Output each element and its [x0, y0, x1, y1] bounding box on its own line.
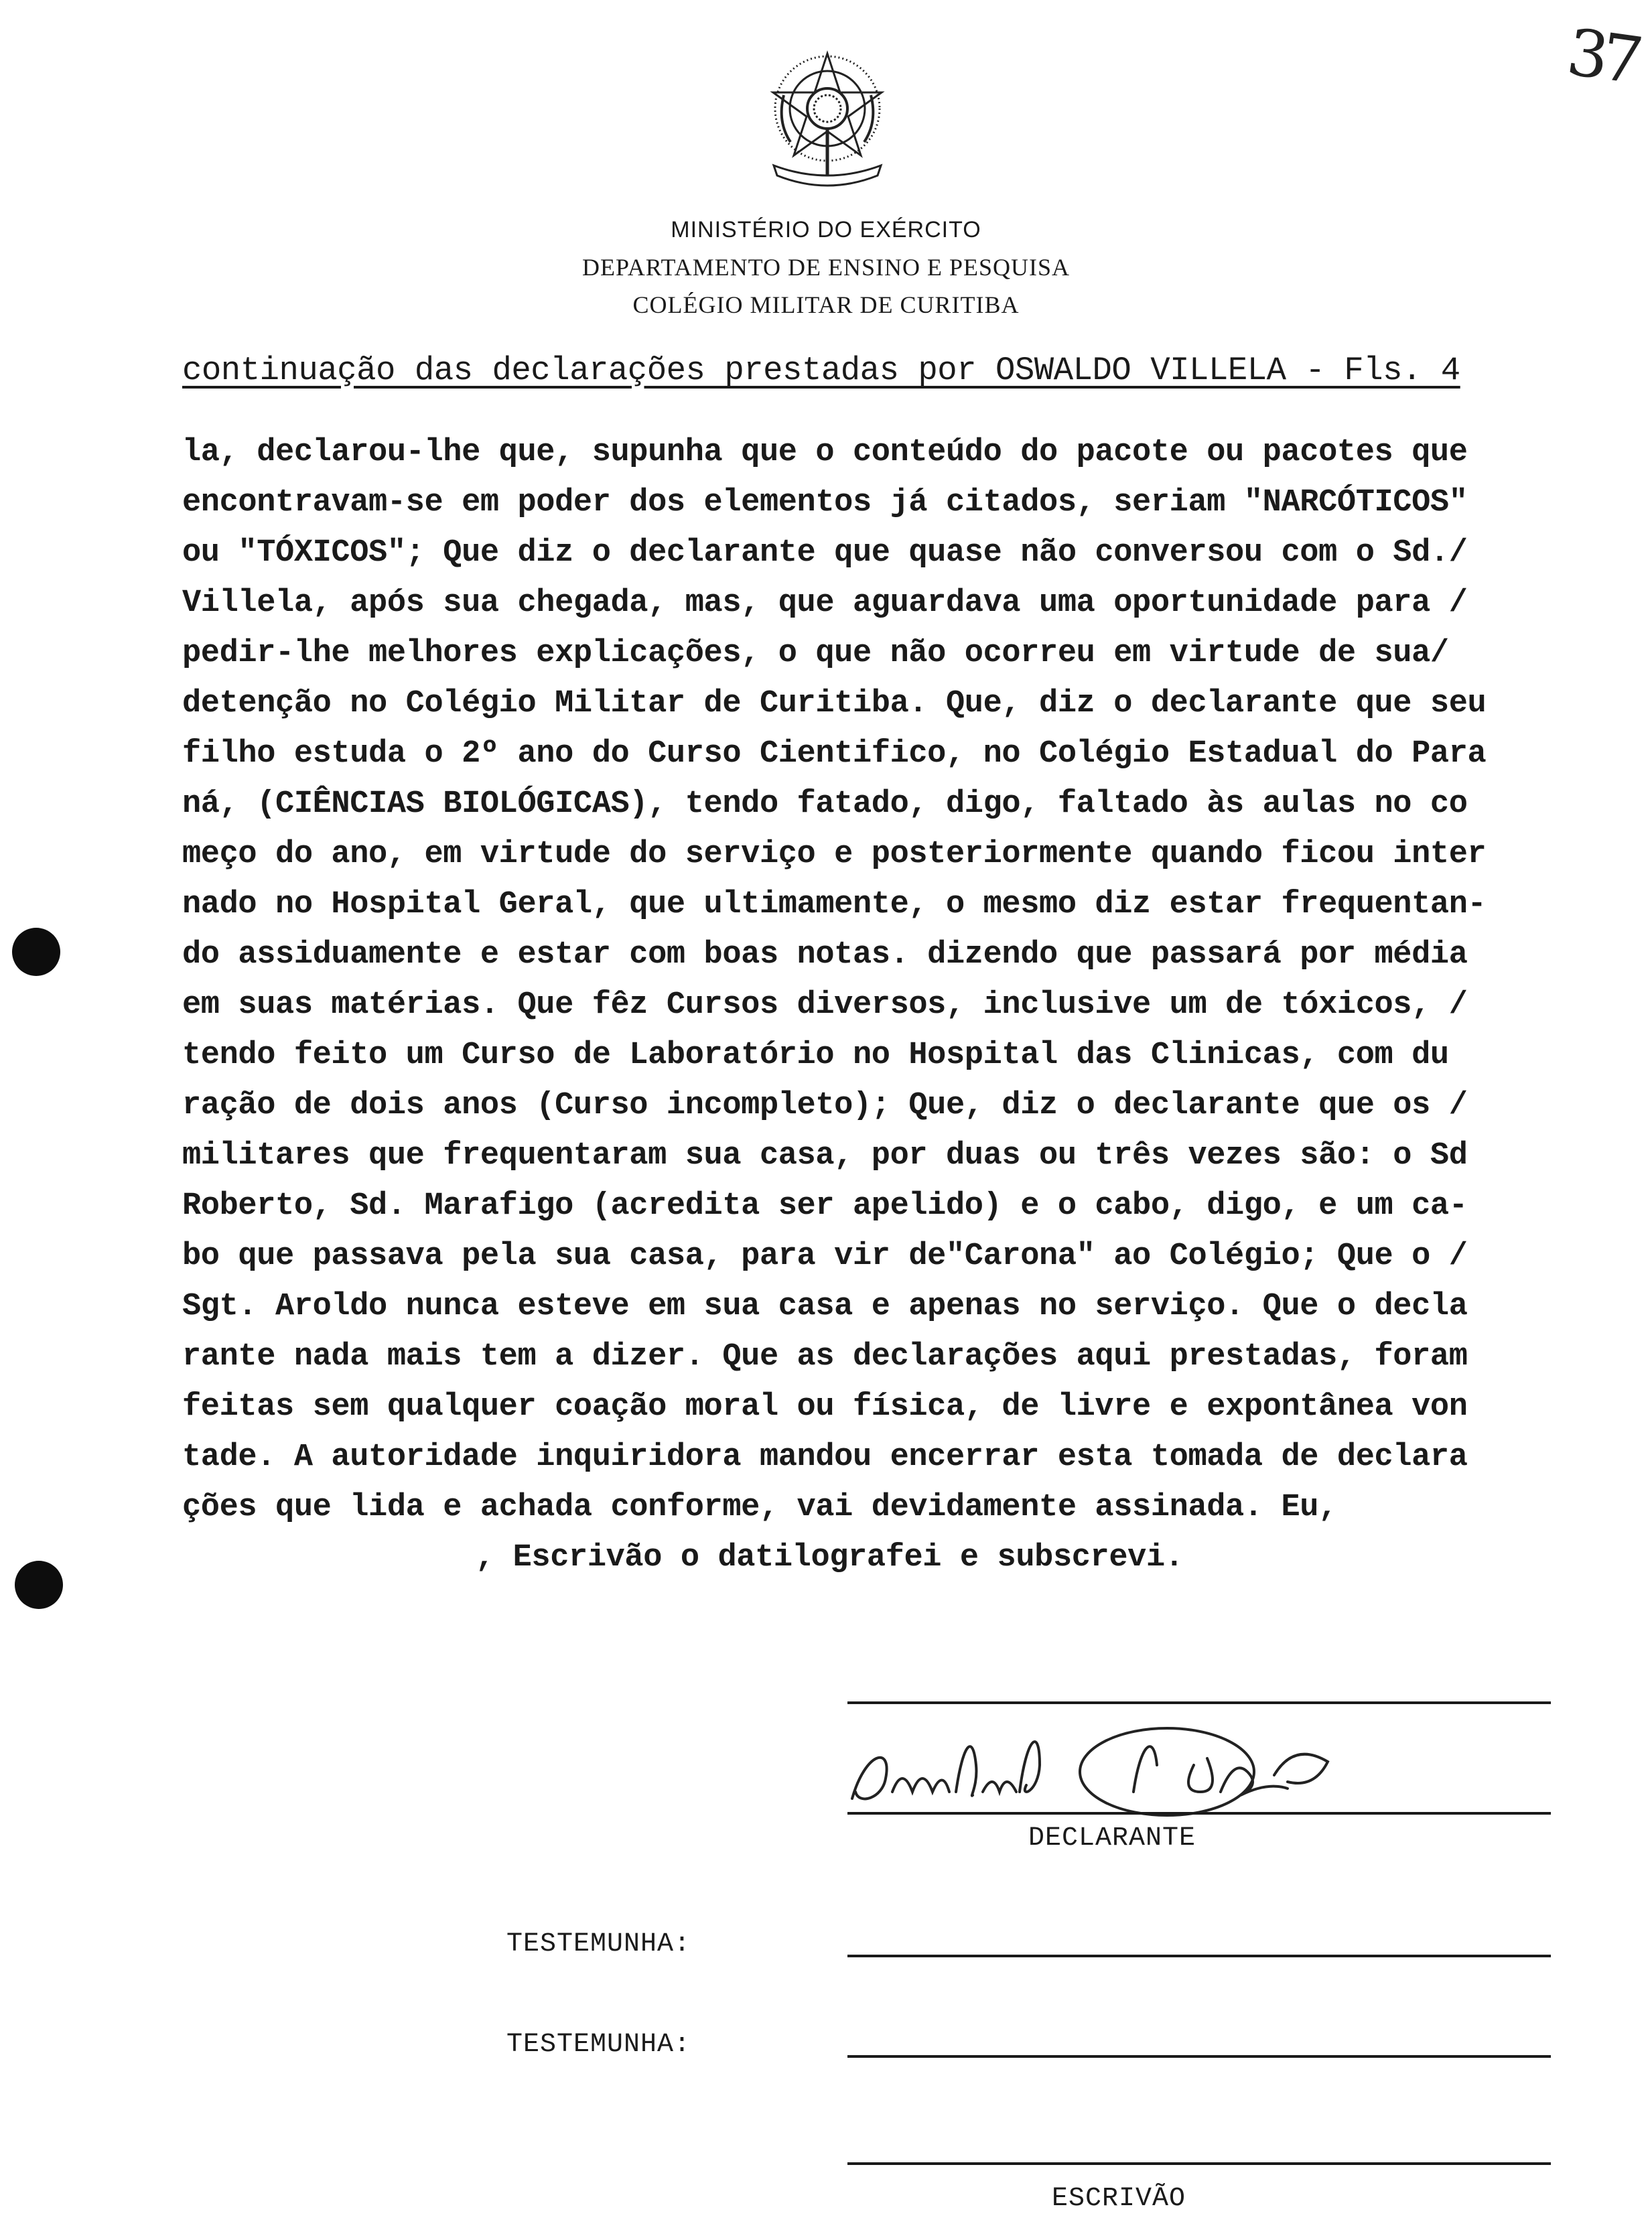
coat-of-arms-seal-icon: [750, 42, 904, 196]
body-line: feitas sem qualquer coação moral ou física, de livre e expontânea von: [182, 1389, 1468, 1425]
department-name: DEPARTAMENTO DE ENSINO E PESQUISA: [581, 254, 1070, 281]
body-line: tade. A autoridade inquiridora mandou encerrar esta tomada de declara: [182, 1440, 1468, 1475]
body-line: ou "TÓXICOS"; Que diz o declarante que quase não conversou com o Sd./: [182, 535, 1468, 571]
document-title: continuação das declarações prestadas por OSWALDO VILLELA - Fls. 4: [182, 352, 1460, 389]
body-line: , Escrivão o datilografei e subscrevi.: [476, 1540, 1184, 1576]
page-number-annotation: 37: [1562, 14, 1641, 98]
school-name: COLÉGIO MILITAR DE CURITIBA: [632, 291, 1020, 318]
punch-hole: [12, 928, 60, 976]
body-line: militares que frequentaram sua casa, por duas ou três vezes são: o Sd: [182, 1138, 1468, 1174]
document-header: [0, 211, 1652, 324]
body-line: Villela, após sua chegada, mas, que aguardava uma oportunidade para /: [182, 585, 1468, 621]
body-line: ração de dois anos (Curso incompleto); Que, diz o declarante que os /: [182, 1088, 1468, 1123]
body-line: tendo feito um Curso de Laboratório no Hospital das Clinicas, com du: [182, 1038, 1449, 1073]
body-line: ções que lida e achada conforme, vai devidamente assinada. Eu,: [182, 1490, 1337, 1525]
witness-2-signature-line: [847, 2055, 1551, 2058]
body-line: filho estuda o 2º ano do Curso Cientifico, no Colégio Estadual do Para: [182, 736, 1487, 772]
body-line: detenção no Colégio Militar de Curitiba. Que, diz o declarante que seu: [182, 686, 1487, 721]
body-line: do assiduamente e estar com boas notas. dizendo que passará por média: [182, 937, 1468, 973]
ministry-name: MINISTÉRIO DO EXÉRCITO: [671, 217, 981, 242]
witness-1-label: TESTEMUNHA:: [506, 1929, 691, 1959]
body-line: bo que passava pela sua casa, para vir de"Carona" ao Colégio; Que o /: [182, 1239, 1468, 1274]
clerk-signature-line: [847, 2162, 1551, 2165]
declarant-label: DECLARANTE: [1028, 1823, 1196, 1853]
declarant-signature-line: [847, 1812, 1551, 1815]
body-line: em suas matérias. Que fêz Cursos diversos, inclusive um de tóxicos, /: [182, 987, 1468, 1023]
body-line: meço do ano, em virtude do serviço e posteriormente quando ficou inter: [182, 837, 1487, 872]
punch-hole: [15, 1561, 63, 1609]
clerk-label: ESCRIVÃO: [1052, 2184, 1186, 2214]
body-line: Sgt. Aroldo nunca esteve em sua casa e apenas no serviço. Que o decla: [182, 1289, 1468, 1324]
body-line: la, declarou-lhe que, supunha que o conteúdo do pacote ou pacotes que: [182, 435, 1468, 470]
body-line: rante nada mais tem a dizer. Que as declarações aqui prestadas, foram: [182, 1339, 1468, 1375]
top-rule: [847, 1701, 1551, 1704]
body-line: encontravam-se em poder dos elementos já citados, seriam "NARCÓTICOS": [182, 485, 1468, 520]
body-line: ná, (CIÊNCIAS BIOLÓGICAS), tendo fatado, digo, faltado às aulas no co: [182, 786, 1468, 822]
witness-2-label: TESTEMUNHA:: [506, 2030, 691, 2060]
body-line: nado no Hospital Geral, que ultimamente, o mesmo diz estar frequentan-: [182, 887, 1487, 922]
statement-body: [182, 427, 1522, 1583]
witness-1-signature-line: [847, 1955, 1551, 1957]
body-line: Roberto, Sd. Marafigo (acredita ser apelido) e o cabo, digo, e um ca-: [182, 1188, 1468, 1224]
body-line: pedir-lhe melhores explicações, o que não ocorreu em virtude de sua/: [182, 636, 1449, 671]
